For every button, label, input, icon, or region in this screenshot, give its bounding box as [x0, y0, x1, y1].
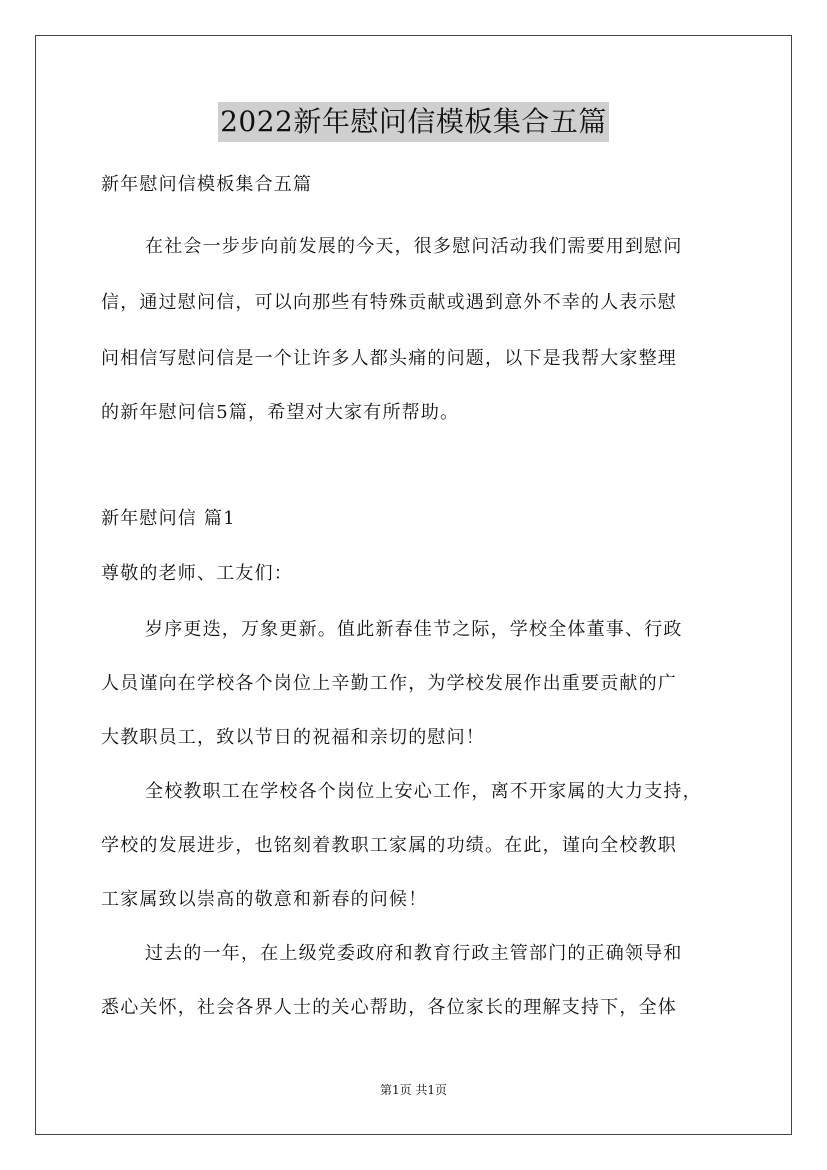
intro-line: 问相信写慰问信是一个让许多人都头痛的问题，以下是我帮大家整理 — [101, 348, 677, 369]
title-container — [0, 102, 827, 142]
intro-line: 信，通过慰问信，可以向那些有特殊贡献或遇到意外不幸的人表示慰 — [101, 292, 677, 313]
paragraph-line: 工家属致以崇高的敬意和新春的问候！ — [101, 889, 428, 910]
document-title: 2022新年慰问信模板集合五篇 — [218, 102, 609, 142]
paragraph-line: 全校教职工在学校各个岗位上安心工作，离不开家属的大力支持， — [145, 781, 702, 802]
section-heading: 新年慰问信 篇1 — [101, 508, 236, 529]
paragraph-line: 过去的一年，在上级党委政府和教育行政主管部门的正确领导和 — [145, 943, 683, 964]
paragraph-line: 大教职员工，致以节日的祝福和亲切的慰问！ — [101, 727, 485, 748]
salutation: 尊敬的老师、工友们： — [101, 563, 293, 584]
paragraph-line: 悉心关怀，社会各界人士的关心帮助，各位家长的理解支持下，全体 — [101, 997, 677, 1018]
paragraph-line: 岁序更迭，万象更新。值此新春佳节之际，学校全体董事、行政 — [145, 619, 683, 640]
intro-line: 在社会一步步向前发展的今天，很多慰问活动我们需要用到慰问 — [145, 236, 683, 257]
paragraph-line: 人员谨向在学校各个岗位上辛勤工作，为学校发展作出重要贡献的广 — [101, 673, 677, 694]
document-subtitle: 新年慰问信模板集合五篇 — [101, 174, 313, 195]
paragraph-line: 学校的发展进步，也铭刻着教职工家属的功绩。在此，谨向全校教职 — [101, 835, 677, 856]
page-footer: 第1页 共1页 — [379, 1083, 448, 1097]
intro-line: 的新年慰问信5篇，希望对大家有所帮助。 — [101, 402, 460, 423]
